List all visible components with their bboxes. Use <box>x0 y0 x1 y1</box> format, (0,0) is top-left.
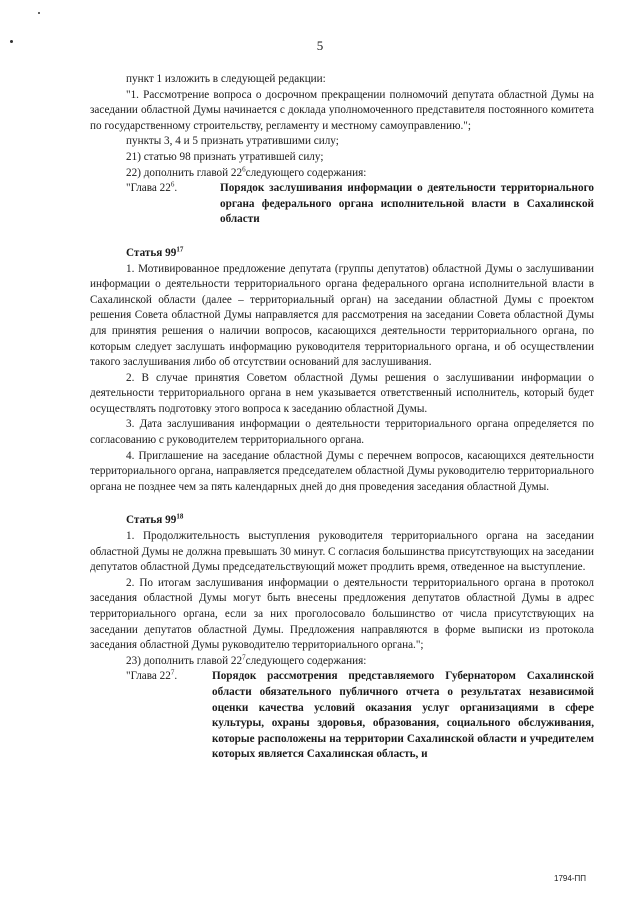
article-paragraph: 2. По итогам заслушивания информации о деятельности территориального органа в протокол заседания областной Думы могут быть внесены предложения депутатов областной Думы в адрес территориального органа, если за них проголосовало большинство от числа присутствующих на заседании депутатов областной Думы. Предложения направляются в форме выписки из протокола заседания областной Думы руководителю территориального органа."; <box>90 576 594 652</box>
chapter-heading <box>90 181 594 228</box>
text-line: 21) статью 98 признать утратившей силу; <box>126 150 324 163</box>
text-line: 22) дополнить главой $22^6следующего$ содержания: <box>126 164 367 179</box>
chapter-title: Порядок заслушивания информации о деятельности территориального органа федерального органа исполнительной власти в Сахалинской области <box>220 182 594 226</box>
document-body <box>90 72 594 763</box>
text-line: 23) дополнить главой $22^7следующего$ содержания: <box>126 653 367 667</box>
article-heading: Статья $99^{17}$ <box>126 245 184 259</box>
quoted-paragraph: "1. Рассмотрение вопроса о досрочном прекращении полномочий депутата областной Думы на заседании областной Думы начинается с доклада уполномоченного представителя постоянного комитета по государственному строительству, регламенту и местному самоуправлению."; <box>90 88 594 132</box>
article-paragraph: 2. В случае принятия Советом областной Думы решения о заслушивании информации о деятельности территориального органа в нем указывается ответственный исполнитель, который будет осуществлять подготовку этого вопроса к заседанию областной Думы. <box>90 371 594 415</box>
article-paragraph: 1. Мотивированное предложение депутата (группы депутатов) областной Думы о заслушивании информации о деятельности территориального органа федерального органа исполнительной власти в Сахалинской области (далее – территориальный орган) на заседании областной Думы с проектом решения Совета областной Думы направляется для рассмотрения на заседании Совета областной Думы для принятия решения о наличии вопросов, касающихся деятельности территориального органа, по которым следует заслушать информацию руководителя территориального органа, и об осуществлении такого заслушивания либо об отсутствии оснований для заслушивания. <box>90 262 594 369</box>
scan-speck <box>38 12 40 14</box>
document-code: 1794-ПП <box>554 874 586 883</box>
article-paragraph: 4. Приглашение на заседание областной Думы с перечнем вопросов, касающихся деятельности территориального органа, направляется председателем областной Думы руководителю территориального органа не позднее чем за пять календарных дней до дня проведения заседания областной Думы. <box>90 449 594 493</box>
article-paragraph: 3. Дата заслушивания информации о деятельности территориального органа определяется по согласованию с руководителем территориального органа. <box>90 418 594 447</box>
chapter-title: Порядок рассмотрения представляемого Губернатором Сахалинской области обязательного публичного отчета о результатах независимой оценки качества условий оказания услуг организациями в сфере культуры, охраны здоровья, образования, социального обслуживания, которые расположены на территории Сахалинской области и учредителем которых является Сахалинская область, и <box>212 670 594 761</box>
text-line: пункты 3, 4 и 5 признать утратившими силу; <box>126 135 339 148</box>
article-heading: Статья $99^{18}$ <box>126 512 184 527</box>
chapter-label: "Глава $22^6$. <box>126 180 178 195</box>
page-number: 5 <box>316 38 324 53</box>
chapter-heading <box>90 669 594 763</box>
text-line: пункт 1 изложить в следующей редакции: <box>126 73 326 85</box>
article-paragraph: 1. Продолжительность выступления руководителя территориального органа на заседании областной Думы не должна превышать 30 минут. С согласия большинства присутствующих на заседании депутатов областной Думы председательствующий может продлить время, отведенное на выступление. <box>90 530 594 574</box>
chapter-label: "Глава $22^7$. <box>126 668 178 683</box>
